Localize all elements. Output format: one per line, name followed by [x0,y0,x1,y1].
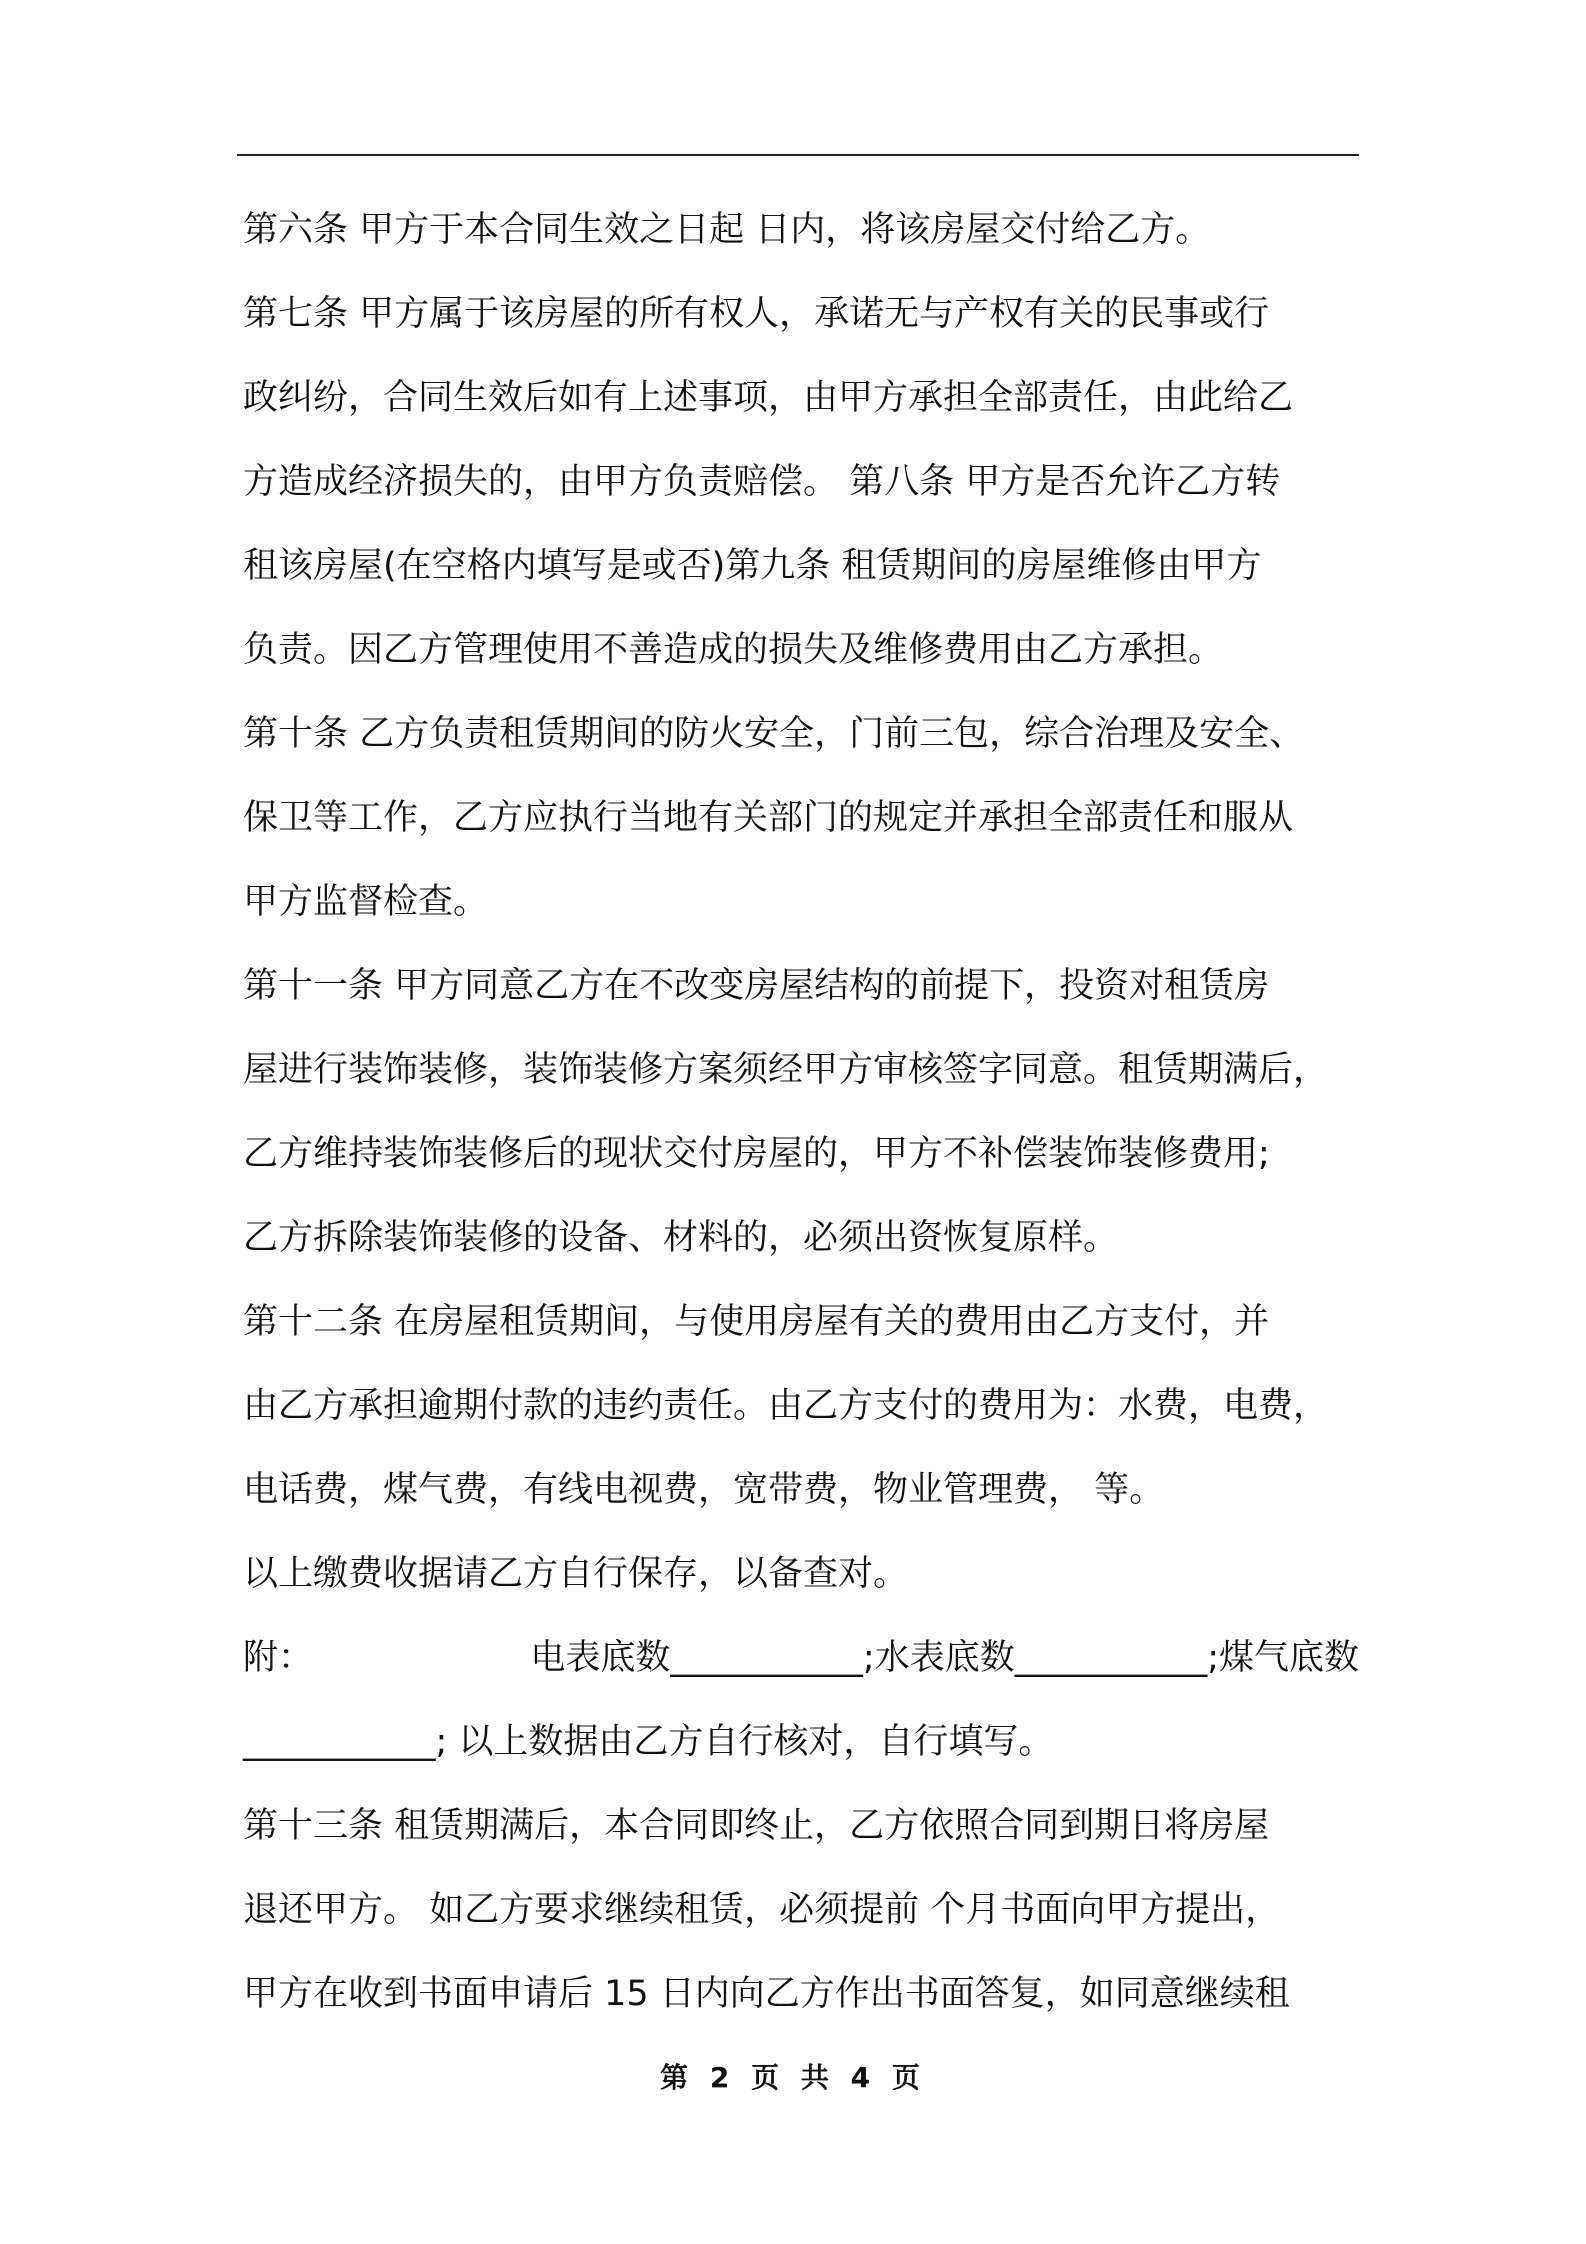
text-line: 租该房屋(在空格内填写是或否)第九条 租赁期间的房屋维修由甲方 [243,546,1262,586]
text-line: 第十条 乙方负责租赁期间的防火安全，门前三包，综合治理及安全、 [243,714,1305,754]
text-line: 甲方监督检查。 [243,882,489,922]
text-line: 由乙方承担逾期付款的违约责任。由乙方支付的费用为：水费，电费， [243,1386,1329,1426]
text-line: 退还甲方。 如乙方要求继续租赁，必须提前 个月书面向甲方提出， [243,1890,1281,1930]
meter-readings-text: 电表底数___________;水表底数___________;煤气底数 [530,1638,1359,1678]
text-line: 乙方维持装饰装修后的现状交付房屋的，甲方不补偿装饰装修费用; [243,1134,1270,1174]
text-line: 第十一条 甲方同意乙方在不改变房屋结构的前提下，投资对租赁房 [243,966,1270,1006]
text-line: 屋进行装饰装修，装饰装修方案须经甲方审核签字同意。租赁期满后， [243,1050,1329,1090]
attachment-label: 附： [243,1638,314,1678]
text-line: 乙方拆除装饰装修的设备、材料的，必须出资恢复原样。 [243,1218,1119,1258]
text-line: 第十二条 在房屋租赁期间，与使用房屋有关的费用由乙方支付，并 [243,1302,1270,1342]
text-line: 电话费，煤气费，有线电视费，宽带费，物业管理费， 等。 [243,1470,1165,1510]
header-rule [237,154,1359,156]
text-line: 方造成经济损失的，由甲方负责赔偿。 第八条 甲方是否允许乙方转 [243,462,1281,502]
meter-readings-line [243,1616,1359,1700]
text-line: 第七条 甲方属于该房屋的所有权人，承诺无与产权有关的民事或行 [243,294,1270,334]
text-line: 负责。因乙方管理使用不善造成的损失及维修费用由乙方承担。 [243,630,1224,670]
page-number: 第 2 页 共 4 页 [660,2061,926,2094]
text-line: ___________; 以上数据由乙方自行核对，自行填写。 [243,1722,1054,1762]
text-line: 保卫等工作，乙方应执行当地有关部门的规定并承担全部责任和服从 [243,798,1294,838]
text-line: 以上缴费收据请乙方自行保存，以备查对。 [243,1554,909,1594]
document-body [243,188,1359,2036]
text-line: 政纠纷，合同生效后如有上述事项，由甲方承担全部责任，由此给乙 [243,378,1294,418]
text-line: 第十三条 租赁期满后，本合同即终止，乙方依照合同到期日将房屋 [243,1806,1270,1846]
text-line: 甲方在收到书面申请后 15 日内向乙方作出书面答复，如同意继续租 [243,1974,1290,2014]
text-line: 第六条 甲方于本合同生效之日起 日内，将该房屋交付给乙方。 [243,210,1211,250]
